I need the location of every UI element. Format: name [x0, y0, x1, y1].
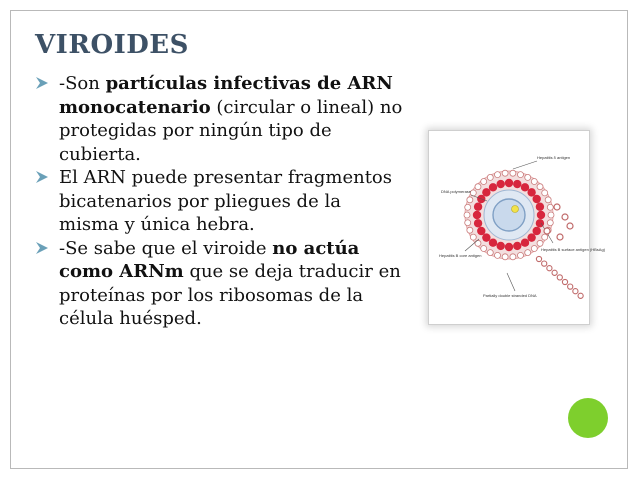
- virus-diagram-svg: [429, 131, 606, 324]
- label-core: Hepatitis B core antigen: [439, 253, 482, 258]
- bullet-3-text-c: que se deja traducir en proteínas por los ribosomas de la célula huésped.: [59, 261, 401, 329]
- bullet-3-text-b: no actúa como ARNm: [59, 237, 360, 282]
- filament-particle: [536, 256, 583, 298]
- bullet-2-text-a: El ARN puede presentar fragmentos bicatenarios por pliegues de la misma y única hebra.: [59, 167, 392, 235]
- accent-dot: [568, 398, 608, 438]
- label-polymerase: DNA polymerase: [441, 189, 472, 194]
- bullet-item-2: [35, 166, 405, 237]
- bullet-item-3: [35, 237, 405, 331]
- bullet-list: [35, 72, 405, 331]
- slide-title: VIROIDES: [35, 30, 189, 60]
- bullet-arrow-icon: [35, 241, 49, 255]
- virus-diagram: [428, 130, 606, 325]
- bullet-arrow-icon: [35, 170, 49, 184]
- label-antigen: Hepatitis δ antigen: [537, 155, 571, 160]
- bullet-1-text-a: -Son: [59, 73, 106, 94]
- bullet-1-text-b: partículas infectivas de ARN monocatenario: [59, 73, 393, 118]
- bullet-item-1: [35, 72, 405, 166]
- bullet-3-text-a: -Se sabe que el viroide: [59, 237, 273, 259]
- bullet-1-text-c: (circular o lineal) no protegidas por ningún tipo de cubierta.: [59, 96, 403, 165]
- bullet-arrow-icon: [35, 76, 49, 90]
- label-dsdna: Partially double stranded DNA: [483, 293, 537, 298]
- label-surface: Hepatitis B surface antigen (HBsAg): [541, 247, 606, 252]
